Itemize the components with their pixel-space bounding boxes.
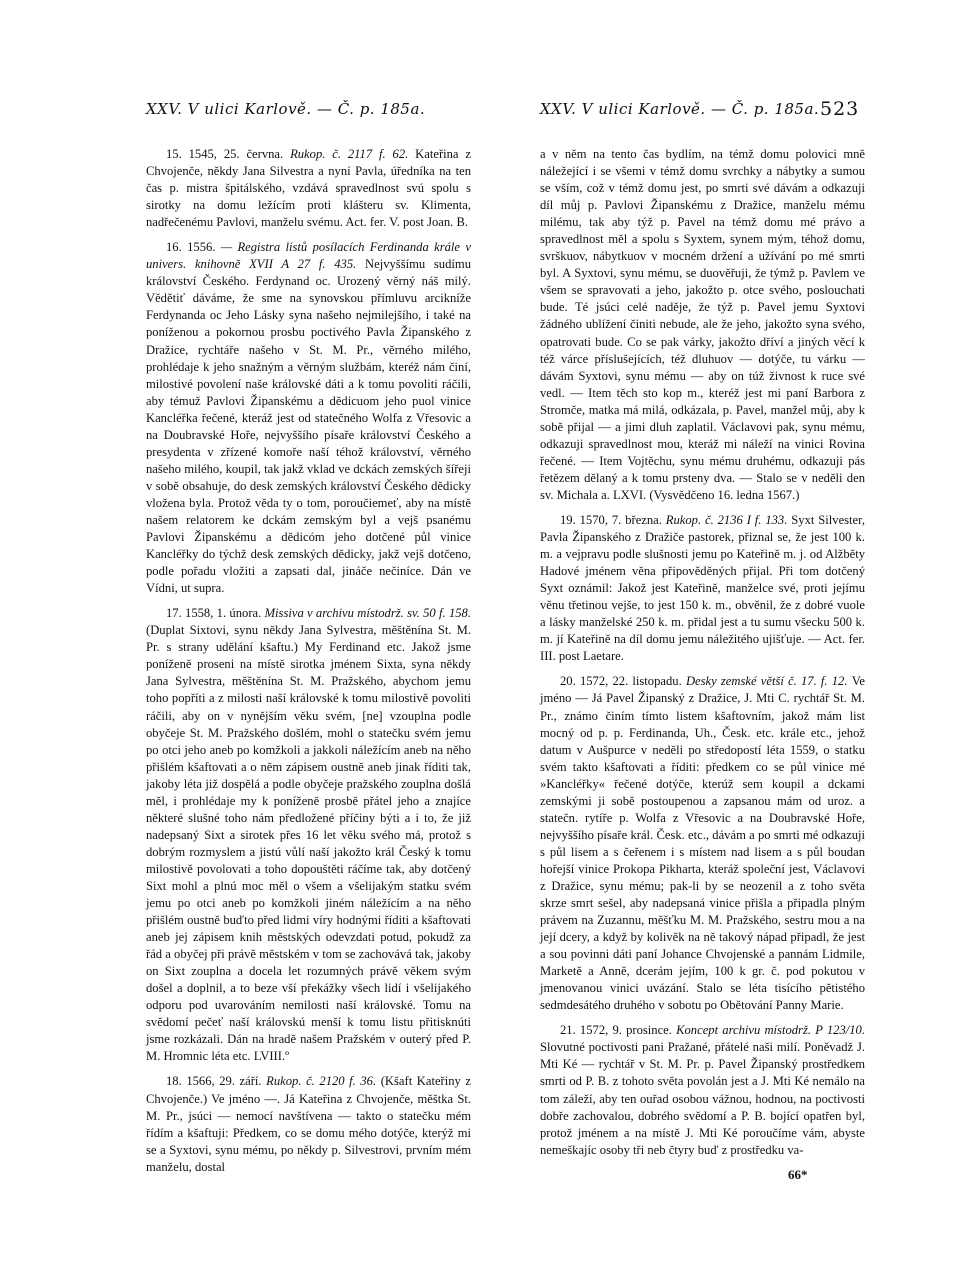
entry-date: 15. 1545, 25. června. — [166, 147, 291, 161]
entry-source: Rukop. č. 2120 f. 36. — [266, 1074, 381, 1089]
entry-p19 — [540, 512, 865, 665]
entry-date: 21. 1572, 9. prosince. — [560, 1023, 677, 1038]
entry-text: a v něm na tento čas bydlím, na témž domu polovici mně náležející i se všemi v témž domu svrchky a nábytky a sumou se vším, což v témž domu jest, po smrti své dávám a odkazuji díl můj p. Pavlovi Žipanskému z Dražice, manželu mému milému, tak aby týž p. Pavel na témž domu mé právo a spravedlnost měl a spolu s Syxtem, synem mým, téhož domu, svrškuov, nábytkuov v mocném držení a užívání po mé smrti byl. A Syxtovi, synu mému, se duověřuji, že týmž p. Pavlem ve všem se spravovati a jeho, jakožto p. otce svého, poslouchati bude. Té jsúci celé naděje, že týž p. Pavel jemu Syxtovi žádného ublížení činiti nebude, ale že jeho, jakožto syna svého, opatrovati bude. Co se pak várky, jakožto dříví a jiných věcí k též várce příslušejících, též dluhuov — dotýče, tu várku — dávám Syxtovi, synu mému — aby on túž živnost k ruce své vedl. — Item těch sto kop m., kteréž jest mi paní Barbora z Stromče, matka má milá, odkázala, p. Pavel, manžel můj, aby k sobě přijal — a jimi dluh zaplatil. Václavovi pak, synu mému, odkazuji spravedlnost mou, kteráž mi náleží na vinici Rovina řečené. — Item Vojtěchu, synu mému druhému, odkazuji pás řetězem dělaný a k tomu prsteny dva. — Stalo se v neděli den sv. Michala a. LXVI. (Vysvědčeno 16. ledna 1567.) — [540, 147, 865, 502]
right-running-title: XXV. V ulici Karlově. — Č. p. 185a. — [540, 100, 820, 118]
entry-p21 — [540, 1022, 865, 1158]
left-text-column — [146, 146, 471, 1176]
entry-source: Desky zemské větší č. 17. f. 12. — [685, 674, 852, 689]
entry-source: Rukop. č. 2136 I f. 133. — [665, 512, 792, 527]
entry-source: Missiva v archivu místodrž. sv. 50 f. 158. — [264, 606, 471, 621]
running-header — [0, 100, 960, 124]
page-number: 523 — [820, 98, 860, 120]
entry-p20 — [540, 673, 865, 1014]
left-running-title: XXV. V ulici Karlově. — Č. p. 185a. — [146, 100, 426, 118]
entry-source: Rukop. č. 2117 f. 62. — [290, 147, 416, 161]
entry-date: 16. 1556. — [166, 240, 221, 255]
entry-text: (Kšaft Kateřiny z Chvojenče.) Ve jméno —. Já Kateřina z Chvojenče, měštka St. M. Pr., jsúci — nemocí navštívena — takto o statečku mém řídím a kšaftuji: Předkem, co se domu mého dotýče, kterýž mi se a Syxtovi, synu mému, po někdy p. Silvestrovi, prvním mém manželu, dostal — [146, 1074, 472, 1174]
entry-text: Kateřina z Chvojenče, někdy Jana Silvestra a nyní Pavla, úředníka na ten čas p. mistra špitálského, vzdává spravedlnost svú spolu s sirotky na domu ležícím proti klášteru sv. Klimenta, nadřečenému Pavlovi, manželu svému. Act. fer. V. post Joan. B. — [146, 147, 471, 230]
entry-p16 — [146, 239, 471, 597]
entry-date: 20. 1572, 22. listopadu. — [560, 674, 686, 689]
entry-p15 — [146, 146, 471, 231]
entry-date: 19. 1570, 7. března. — [560, 512, 666, 527]
entry-text: Syxt Silvester, Pavla Žipanského z Dražiče pastorek, přiznal se, že jest 100 k. m. a vejpravu podle slušnosti jemu po Kateřině m. j. od Alžběty Hadové jménem věna připověděných přijal. Při tom dotčený Syxt oznámil: Jakož jest Kateřině, manželce své, proti jejímu věnu třetinou vejše, to jest 150 k. m., obvěnil, že z dobré vuole a lásky manželské 250 k. m. přidal jest a tu sumu všecku 500 k. m. jí Kateřině na díl domu jemu náležitého ujišťuje. — Act. fer. III. post Laetare. — [540, 512, 865, 664]
entry-date: 17. 1558, 1. února. — [166, 606, 265, 621]
entry-p17 — [146, 605, 471, 1065]
entry-date: 18. 1566, 29. září. — [166, 1074, 267, 1089]
signature-mark: 66* — [788, 1167, 808, 1182]
entry-p18 — [146, 1073, 471, 1175]
entry-p18c — [540, 146, 865, 504]
entry-text: Slovutné poctivosti pani Pražané, přátelé naši milí. Poněvadž J. Mti Ké — rychtář v St. M. Pr. p. Pavel Žipanský prostředkem smrti od P. B. z tohoto světa povolán jest a J. Mti Ké nemálo na tom záleží, aby ten ouřad osobou vážnou, hodnou, na poctivosti dobře zachovalou, dobrého svědomí a P. B. bojící opatřen byl, protož jménem a na místě J. Mti Ké poroučíme vám, abyste nemeškajíc osoby tři neb čtyry buď z prostředku va- — [540, 1040, 865, 1157]
right-text-column — [540, 146, 865, 1159]
entry-text: (Duplat Sixtovi, synu někdy Jana Sylvestra, měštěnína St. M. Pr. s strany udělání kšaftu.) My Ferdinand etc. Jakož jsme poníženě proseni na místě sirotka jménem Sixta, syna někdy Jana Sylvestra, měštěnína St. M. Pražského, abychom jemu toho popříti a z milosti naší královské k tomu milostivě povoliti ráčili, aby on v nynějším věku svém, [ne] vzouplna podle obyčeje St. M. Pražského došlém, mohl o statečku svém jemu po otci jeho aneb po komžkoli a jakkoli náležícím aneb na něho přišlém kšaftovati a o něm zápisem oustně aneb jinak říditi tak, jakoby léta již dospělá a podle obyčeje pražského zouplna došlá měl, i prohlédaje my k poníženě prosbě přátel jeho a znajíce některé slušné toho nám předložené příčiny býti a i to, že již nadepsaný Sixt a sirotek přes 16 let věku svého má, protož s dobrým rozmyslem a jistú vůlí naší jakožto král Český k tomu milostivě povolovati a toho dopouštěti ráčíme tak, aby dotčený Sixt mohl a plnú moc měl o všem a všelijakým statku svém jemu po otci aneb po komžkoli jiném náležícím a na něho přišlém oustně buďto před lidmi víry hodnými říditi a kšaftovati aneb jej zápisem knih městských odevzdati potud, pokudž za řád a obyčej při právě městském v tom se zachovává tak, jakoby on Sixt zouplna a docela let rozumných právě věkem svým došel a doplnil, a to beze vší překážky všech lidí i všelijakého odporu pod uvarováním nemilosti naší královské. Tomu na svědomí pečeť naší královskú menší k tomu listu přitisknúti jsme rozkázali. Dán na hradě našem Pražském v outerý před P. M. Hromnic léta etc. LVIII.º — [146, 623, 471, 1064]
entry-text: Ve jméno — Já Pavel Žipanský z Dražice, J. Mti C. rychtář St. M. Pr., známo činím tímto listem kšaftovním, jakož mám list mocný od p. p. Ferdinanda, Uh., Česk. etc. krále etc., jehož datum v Aušpurce v neděli po středopostí léta 1559, o statku svém takto kšaftovati a říditi: předkem co se půl vinice mé »Kancléřky« řečené dotýče, kterúž sem koupil a dckami zemskými ji sobě postoupenou a zapsanou mám od uroz. a statečn. rytíře p. Wolfa z Vřesovic a na Doubravské Hoře, nejvyššího písaře král. Česk. etc., dávám a po smrti mé odkazuji s půl lisem a s čeřenem i s místem nad lisem a s půl boudan hořejší vinice Prokopa Pikharta, kteráž společní jest, Václavovi z Dražice, synu mému; pak-li by se neozenil a z toho světa skrze smrt sešel, aby nadepsaná vinice přišla a připadla plným právem na Zuzannu, měšťku M. M. Pražského, sestru mou a na její dcery, a když by kolivěk na ně takový nápad připadl, že jest a sou povinni dáti paní Johance Chvojenské a pannám Lidmile, Marketě a Anně, dcerám jejím, 100 k gr. č. pod pokutou v jmenovanou vinici uvázání. Stalo se léta tisícího pětistého sedmdesátého druhého v sobotu po Obětování Panny Marie. — [540, 674, 865, 1013]
entry-text: Nejvyššímu sudímu království Českého. Ferdynand oc. Urozený věrný náš milý. Vědětiť dáváme, že sme na synovskou přímluvu arcikníže Ferdynanda oc Jeho Lásky syna našeho nejmilejšího, i také na poníženou a pokornou prosbu poctivého Pavla Žipanského z Dražice, rychtáře našeho v St. M. Pr., věrného milého, prohlédaje k jeho snažným a věrným službám, kteréž nám činí, milostivé povolení naše královské dáti a k tomu povoliti ráčili, aby témuž Pavlovi Žipanskému a dědicuom jeho puol vinice Kancléřka řečené, kteráž jest od statečného Wolfa z Vřesovic a na Doubravské Hoře, nejvyššího písaře království Českého a presydenta v zřízené komoře naší téhož království, věrného našeho milého, koupil, tak jakž vklad ve dckách zemských šířeji v sobě obsahuje, do desk zemských království Českého dědicky vložena byla. Protož věda ty o tom, poroučiemeť, aby na místě našem relatorem ke dckám zemským byl a vejš psanému Pavlovi Žipanskému a dědicóm jeho dotčené půl vinice Kancléřky do týchž desk zemských dědicky, jakž vejš dotčeno, podle pořadu vložiti a zapsati dal, jináče nečiníce. Dán ve Vídni, ut supra. — [146, 257, 471, 596]
entry-source: Koncept archivu místodrž. P 123/10. — [676, 1023, 865, 1038]
entry-source: — Registra listů posílacích Ferdinanda krále v univers. knihovně XVII A 27 f. 435. — [146, 240, 471, 272]
